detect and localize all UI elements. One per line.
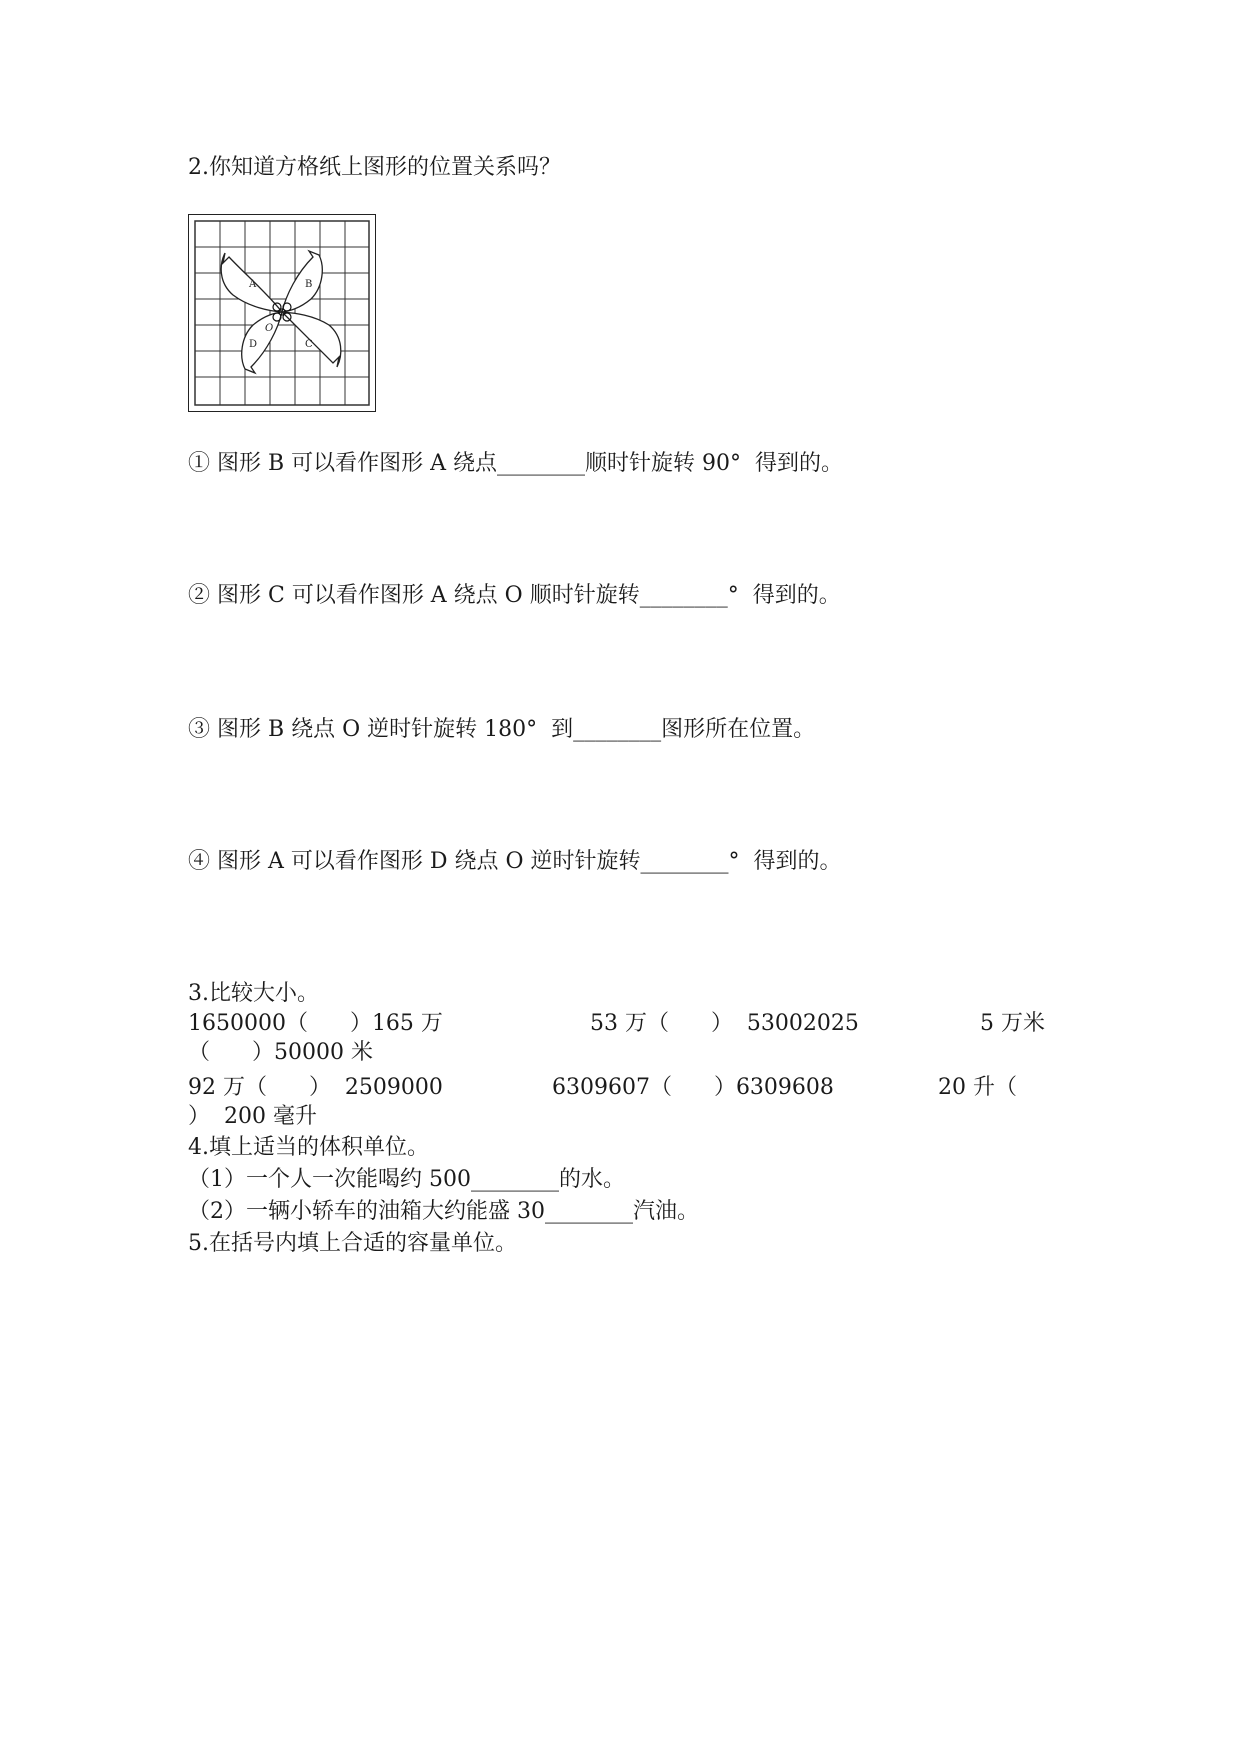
question-2-item-1: ① 图形 B 可以看作图形 A 绕点________顺时针旋转 90° 得到的。 [188, 451, 843, 476]
compare-r1c1: 1650000（ ）165 万 [188, 1011, 443, 1036]
question-3-title: 3.比较大小。 [188, 981, 319, 1006]
label-a: A [249, 279, 257, 290]
question-2-item-3: ③ 图形 B 绕点 O 逆时针旋转 180° 到________图形所在位置。 [188, 717, 816, 742]
petals [221, 251, 341, 373]
rotation-figure [188, 214, 376, 412]
question-2-title: 2.你知道方格纸上图形的位置关系吗？ [188, 155, 561, 180]
compare-r2: （ ）50000 米 [188, 1040, 373, 1065]
question-2-item-2: ② 图形 C 可以看作图形 A 绕点 O 顺时针旋转________° 得到的。 [188, 583, 841, 608]
question-4-item-2: （2）一辆小轿车的油箱大约能盛 30________汽油。 [188, 1199, 699, 1224]
compare-r1c3: 5 万米 [980, 1011, 1045, 1036]
compare-r3c3: 20 升（ [938, 1075, 1017, 1100]
label-c: C [305, 339, 313, 350]
compare-r3c2: 6309607（ ）6309608 [552, 1075, 834, 1100]
compare-r3c1: 92 万（ ） 2509000 [188, 1075, 443, 1100]
compare-r4: ） 200 毫升 [188, 1104, 317, 1129]
question-5-title: 5.在括号内填上合适的容量单位。 [188, 1231, 517, 1256]
question-2-item-4: ④ 图形 A 可以看作图形 D 绕点 O 逆时针旋转________° 得到的。 [188, 849, 842, 874]
grid-flower-diagram [189, 215, 377, 413]
question-4-title: 4.填上适当的体积单位。 [188, 1135, 429, 1160]
label-b: B [305, 279, 313, 290]
question-4-item-1: （1）一个人一次能喝约 500________的水。 [188, 1167, 625, 1192]
compare-r1c2: 53 万（ ） 53002025 [590, 1011, 859, 1036]
label-o: O [265, 323, 274, 334]
label-d: D [249, 339, 258, 350]
